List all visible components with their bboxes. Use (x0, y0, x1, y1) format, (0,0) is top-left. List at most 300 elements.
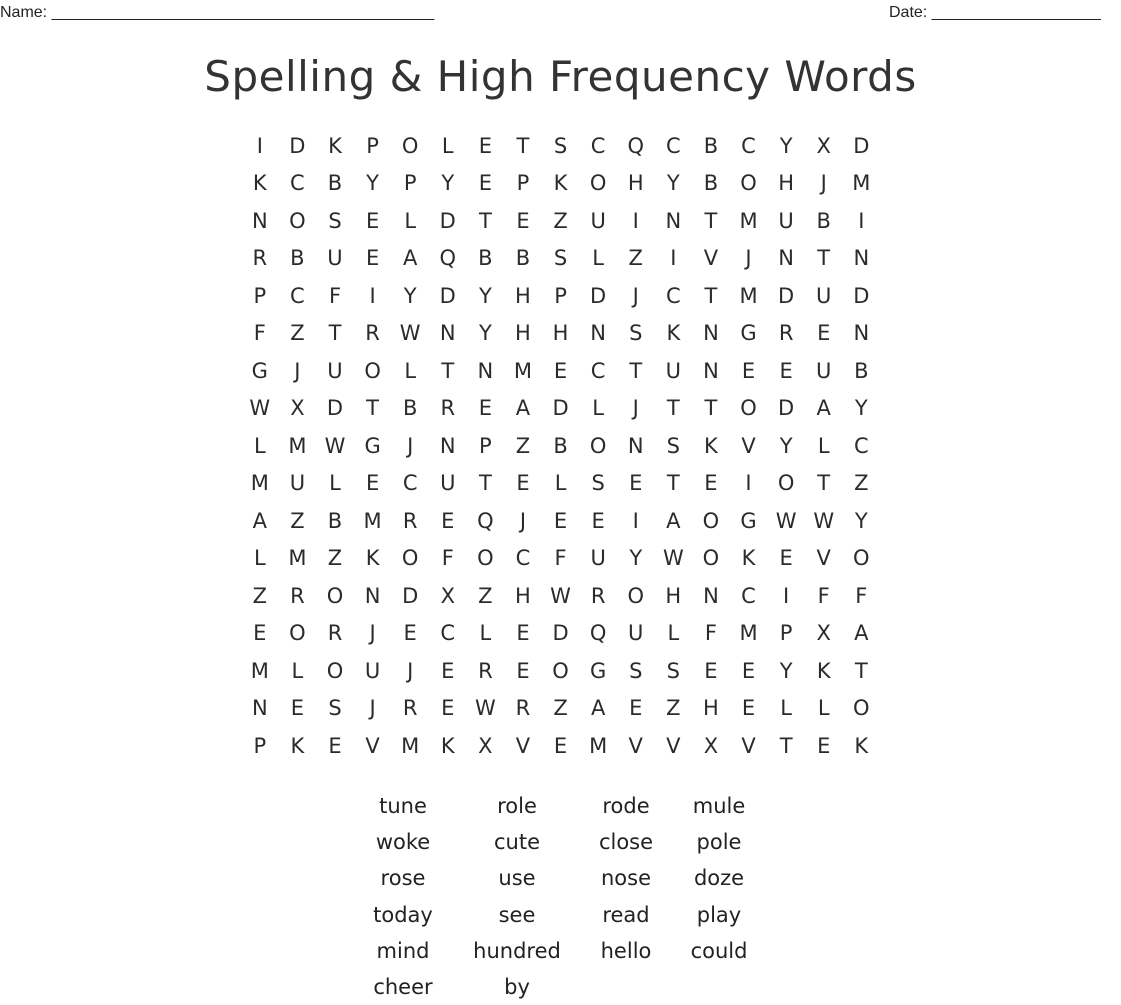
grid-letter: V (703, 246, 719, 271)
word-bank-item: cheer (373, 975, 433, 1000)
grid-letter: Z (290, 508, 305, 533)
grid-letter: O (289, 621, 306, 646)
name-line: Name: ___________________________________________ (0, 4, 435, 21)
grid-letter: B (290, 246, 305, 271)
word-bank-item: cute (493, 830, 540, 855)
grid-letter: N (703, 358, 719, 383)
grid-letter: R (402, 696, 418, 721)
grid-letter: E (365, 471, 380, 496)
grid-letter: V (515, 733, 531, 758)
grid-letter: T (441, 358, 455, 383)
grid-letter: O (326, 658, 344, 683)
grid-letter: E (253, 621, 267, 646)
page-title: Spelling & High Frequency Words (204, 52, 917, 101)
grid-letter: H (552, 321, 569, 346)
grid-letter: U (778, 208, 794, 233)
grid-letter: T (666, 396, 680, 421)
grid-letter: K (440, 733, 455, 758)
grid-letter: U (590, 546, 606, 571)
grid-letter: O (364, 358, 381, 383)
grid-letter: L (253, 546, 266, 571)
grid-letter: F (817, 583, 830, 608)
grid-letter: A (590, 696, 606, 721)
grid-letter: E (817, 321, 831, 346)
word-bank-item: by (504, 975, 530, 1000)
grid-letter: L (592, 246, 604, 271)
word-bank-item: tune (379, 794, 427, 819)
grid-letter: Z (553, 208, 568, 233)
grid-letter: O (326, 583, 344, 608)
grid-letter: R (290, 583, 305, 608)
grid-letter: R (440, 396, 456, 421)
grid-letter: C (290, 283, 305, 308)
grid-letter: V (365, 733, 380, 758)
grid-letter: T (366, 396, 379, 421)
grid-letter: Y (666, 171, 680, 196)
grid-letter: D (778, 283, 795, 308)
letter-grid (241, 127, 880, 765)
grid-letter: E (441, 696, 455, 721)
grid-letter: D (326, 396, 344, 421)
grid-letter: U (628, 621, 644, 646)
grid-letter: J (407, 658, 414, 683)
grid-letter: E (328, 733, 342, 758)
word-bank-item: doze (693, 866, 745, 891)
grid-letter: Z (515, 433, 531, 458)
grid-letter: W (813, 508, 835, 533)
grid-letter: Q (627, 133, 644, 158)
grid-letter: E (553, 508, 568, 533)
grid-letter: U (327, 358, 343, 383)
grid-letter: E (516, 658, 530, 683)
grid-letter: Y (366, 171, 379, 196)
grid-letter: P (366, 133, 379, 158)
grid-letter: E (553, 358, 568, 383)
grid-letter: I (256, 133, 263, 158)
word-bank-item: see (498, 902, 536, 927)
grid-letter: N (627, 433, 644, 458)
grid-letter: F (328, 283, 342, 308)
grid-letter: R (365, 321, 380, 346)
word-bank-item: rose (380, 866, 426, 891)
grid-letter: O (627, 583, 644, 608)
grid-letter: E (478, 133, 492, 158)
grid-letter: E (779, 546, 793, 571)
grid-letter: U (816, 283, 832, 308)
grid-letter: U (590, 208, 606, 233)
grid-letter: Z (854, 471, 869, 496)
grid-letter: T (817, 471, 831, 496)
grid-letter: W (249, 396, 271, 421)
grid-letter: G (364, 433, 381, 458)
grid-letter: Y (779, 133, 793, 158)
grid-letter: X (703, 733, 719, 758)
grid-letter: D (552, 621, 569, 646)
grid-letter: E (704, 658, 718, 683)
grid-letter: X (440, 583, 455, 608)
word-bank-item: today (373, 902, 433, 927)
grid-letter: M (363, 508, 382, 533)
grid-letter: O (853, 696, 870, 721)
grid-letter: Y (403, 283, 417, 308)
grid-letter: G (590, 658, 607, 683)
grid-letter: C (590, 358, 606, 383)
word-bank-item: woke (375, 830, 431, 855)
grid-letter: W (662, 546, 684, 571)
grid-letter: L (817, 696, 830, 721)
grid-letter: K (704, 433, 718, 458)
grid-letter: R (252, 246, 268, 271)
grid-letter: J (519, 508, 527, 533)
grid-letter: N (439, 321, 456, 346)
grid-letter: C (665, 133, 681, 158)
word-bank-item: mind (376, 938, 430, 963)
grid-letter: T (666, 471, 680, 496)
grid-letter: L (780, 696, 792, 721)
grid-letter: M (739, 621, 758, 646)
grid-letter: K (741, 546, 756, 571)
grid-letter: Y (779, 658, 793, 683)
grid-letter: E (817, 733, 831, 758)
grid-letter: D (590, 283, 607, 308)
grid-letter: Y (441, 171, 455, 196)
word-bank-item: pole (696, 830, 742, 855)
grid-letter: I (632, 208, 639, 233)
grid-letter: I (632, 508, 639, 533)
grid-letter: D (439, 283, 456, 308)
grid-letter: K (328, 133, 342, 158)
grid-letter: T (817, 246, 831, 271)
grid-letter: A (666, 508, 681, 533)
grid-letter: H (778, 171, 794, 196)
grid-letter: O (740, 171, 757, 196)
grid-letter: G (251, 358, 268, 383)
grid-letter: V (666, 733, 681, 758)
grid-letter: B (816, 208, 831, 233)
grid-letter: J (407, 433, 414, 458)
grid-letter: H (627, 171, 644, 196)
grid-letter: N (665, 208, 682, 233)
grid-letter: I (670, 246, 677, 271)
grid-letter: U (440, 471, 456, 496)
grid-letter: O (589, 171, 607, 196)
grid-letter: T (478, 208, 492, 233)
grid-letter: L (404, 358, 417, 383)
grid-letter: A (515, 396, 531, 421)
grid-letter: D (439, 208, 456, 233)
grid-letter: O (401, 546, 419, 571)
grid-letter: M (250, 471, 269, 496)
grid-letter: M (288, 546, 307, 571)
grid-letter: T (478, 471, 492, 496)
word-bank-item: role (497, 794, 537, 819)
grid-letter: M (589, 733, 608, 758)
grid-letter: C (290, 171, 305, 196)
grid-letter: M (250, 658, 269, 683)
grid-letter: L (817, 433, 830, 458)
grid-letter: Y (854, 508, 868, 533)
grid-letter: J (369, 621, 376, 646)
grid-letter: S (553, 246, 568, 271)
grid-letter: O (401, 133, 419, 158)
grid-letter: O (740, 396, 757, 421)
grid-letter: K (553, 171, 568, 196)
grid-letter: R (778, 321, 794, 346)
grid-letter: O (777, 471, 795, 496)
word-bank-item: read (602, 902, 650, 927)
grid-letter: K (854, 733, 869, 758)
grid-letter: P (403, 171, 417, 196)
grid-letter: T (704, 283, 718, 308)
grid-letter: V (816, 546, 831, 571)
grid-letter: E (478, 171, 492, 196)
grid-letter: W (399, 321, 421, 346)
grid-letter: E (403, 621, 417, 646)
grid-letter: O (552, 658, 569, 683)
grid-letter: E (478, 396, 492, 421)
grid-letter: L (592, 396, 604, 421)
grid-letter: E (591, 508, 605, 533)
grid-letter: D (289, 133, 306, 158)
grid-letter: K (365, 546, 380, 571)
grid-letter: C (665, 283, 681, 308)
grid-letter: I (783, 583, 790, 608)
grid-letter: F (441, 546, 454, 571)
grid-letter: N (778, 246, 794, 271)
word-bank-item: hello (600, 938, 652, 963)
grid-letter: O (589, 433, 607, 458)
grid-letter: E (516, 208, 530, 233)
grid-letter: J (745, 246, 752, 271)
grid-letter: U (665, 358, 682, 383)
grid-letter: L (667, 621, 680, 646)
grid-letter: U (364, 658, 381, 683)
grid-letter: F (855, 583, 868, 608)
grid-letter: A (402, 246, 418, 271)
grid-letter: K (816, 658, 831, 683)
grid-letter: N (251, 696, 268, 721)
grid-letter: Z (553, 696, 568, 721)
grid-letter: P (253, 283, 267, 308)
grid-letter: D (853, 283, 870, 308)
grid-letter: Y (854, 396, 868, 421)
grid-letter: A (252, 508, 267, 533)
grid-letter: L (479, 621, 492, 646)
grid-letter: X (816, 621, 831, 646)
grid-letter: I (858, 208, 865, 233)
grid-letter: P (516, 171, 530, 196)
grid-letter: Z (666, 696, 681, 721)
grid-letter: K (290, 733, 305, 758)
grid-letter: Y (629, 546, 643, 571)
grid-letter: D (402, 583, 419, 608)
word-bank (346, 788, 760, 1005)
grid-letter: N (853, 246, 870, 271)
grid-letter: A (816, 396, 831, 421)
grid-letter: P (779, 621, 793, 646)
word-bank-item: hundred (473, 938, 561, 963)
grid-letter: N (477, 358, 494, 383)
grid-letter: R (478, 658, 493, 683)
grid-letter: H (515, 321, 531, 346)
grid-letter: T (704, 396, 718, 421)
word-bank-item: mule (692, 794, 746, 819)
grid-letter: V (741, 733, 756, 758)
grid-letter: Z (252, 583, 267, 608)
grid-letter: H (515, 283, 531, 308)
grid-letter: S (328, 208, 342, 233)
grid-letter: V (741, 433, 756, 458)
grid-letter: T (516, 133, 530, 158)
grid-letter: N (439, 433, 456, 458)
grid-letter: F (554, 546, 567, 571)
grid-letter: E (629, 696, 643, 721)
grid-letter: W (775, 508, 797, 533)
grid-letter: B (327, 508, 343, 533)
grid-letter: J (632, 283, 639, 308)
grid-letter: P (253, 733, 267, 758)
grid-letter: U (327, 246, 343, 271)
grid-letter: S (328, 696, 342, 721)
grid-letter: M (513, 358, 533, 383)
grid-letter: G (740, 508, 757, 533)
grid-letter: J (369, 696, 376, 721)
grid-letter: S (629, 658, 643, 683)
grid-letter: M (739, 208, 758, 233)
grid-letter: L (404, 208, 417, 233)
grid-letter: C (853, 433, 869, 458)
grid-letter: F (253, 321, 266, 346)
grid-letter: P (479, 433, 492, 458)
grid-letter: B (703, 133, 719, 158)
grid-letter: C (741, 133, 756, 158)
grid-letter: C (515, 546, 531, 571)
grid-letter: S (666, 658, 680, 683)
grid-letter: O (702, 508, 720, 533)
grid-letter: S (666, 433, 680, 458)
grid-letter: B (703, 171, 719, 196)
grid-letter: L (329, 471, 341, 496)
grid-letter: N (703, 321, 719, 346)
grid-letter: Z (628, 246, 643, 271)
grid-letter: K (252, 171, 267, 196)
grid-letter: G (740, 321, 757, 346)
grid-letter: Q (439, 246, 457, 271)
grid-letter: L (291, 658, 304, 683)
date-line: Date: ___________________ (889, 4, 1101, 21)
grid-letter: B (854, 358, 869, 383)
grid-letter: E (741, 658, 756, 683)
grid-letter: E (741, 358, 756, 383)
grid-letter: Z (327, 546, 343, 571)
grid-letter: E (629, 471, 643, 496)
grid-letter: B (553, 433, 568, 458)
grid-letter: S (553, 133, 568, 158)
grid-letter: H (665, 583, 682, 608)
grid-letter: U (289, 471, 306, 496)
grid-letter: C (590, 133, 606, 158)
grid-letter: H (703, 696, 719, 721)
grid-letter: M (739, 283, 758, 308)
grid-letter: O (702, 546, 720, 571)
grid-letter: C (440, 621, 456, 646)
grid-letter: W (474, 696, 496, 721)
grid-letter: B (478, 246, 493, 271)
grid-letter: T (629, 358, 643, 383)
grid-letter: N (590, 321, 606, 346)
grid-letter: P (554, 283, 567, 308)
grid-letter: E (704, 471, 718, 496)
word-bank-item: could (690, 938, 748, 963)
grid-letter: A (854, 621, 869, 646)
grid-letter: K (666, 321, 681, 346)
grid-letter: O (477, 546, 494, 571)
grid-letter: U (816, 358, 832, 383)
grid-letter: N (251, 208, 268, 233)
grid-letter: T (779, 733, 793, 758)
grid-letter: C (741, 583, 756, 608)
grid-letter: E (779, 358, 793, 383)
grid-letter: M (288, 433, 307, 458)
grid-letter: Q (589, 621, 607, 646)
grid-letter: L (441, 133, 454, 158)
word-bank-item: rode (602, 794, 650, 819)
grid-letter: T (328, 321, 342, 346)
grid-letter: N (703, 583, 719, 608)
grid-letter: C (402, 471, 418, 496)
grid-letter: I (369, 283, 376, 308)
grid-letter: B (402, 396, 418, 421)
grid-letter: L (554, 471, 567, 496)
grid-letter: X (290, 396, 305, 421)
grid-letter: S (591, 471, 605, 496)
grid-letter: R (515, 696, 531, 721)
grid-letter: Z (290, 321, 305, 346)
word-bank-item: close (598, 830, 654, 855)
grid-letter: J (294, 358, 301, 383)
grid-letter: Y (478, 283, 492, 308)
grid-letter: B (515, 246, 531, 271)
grid-letter: X (478, 733, 493, 758)
grid-letter: E (441, 658, 455, 683)
grid-letter: B (327, 171, 343, 196)
grid-letter: O (289, 208, 306, 233)
grid-letter: E (365, 208, 380, 233)
grid-letter: E (516, 471, 530, 496)
grid-letter: E (290, 696, 305, 721)
grid-letter: X (816, 133, 831, 158)
grid-letter: E (516, 621, 530, 646)
grid-letter: Z (478, 583, 493, 608)
grid-letter: W (550, 583, 571, 608)
grid-letter: M (852, 171, 871, 196)
grid-letter: S (629, 321, 643, 346)
grid-letter: T (854, 658, 868, 683)
grid-letter: R (402, 508, 418, 533)
grid-letter: T (704, 208, 718, 233)
grid-letter: Q (477, 508, 494, 533)
grid-letter: D (778, 396, 795, 421)
grid-letter: I (745, 471, 752, 496)
grid-letter: N (364, 583, 381, 608)
grid-letter: J (632, 396, 639, 421)
grid-letter: J (820, 171, 827, 196)
grid-letter: H (515, 583, 531, 608)
grid-letter: O (853, 546, 870, 571)
grid-letter: M (401, 733, 420, 758)
grid-letter: F (704, 621, 717, 646)
grid-letter: V (628, 733, 643, 758)
